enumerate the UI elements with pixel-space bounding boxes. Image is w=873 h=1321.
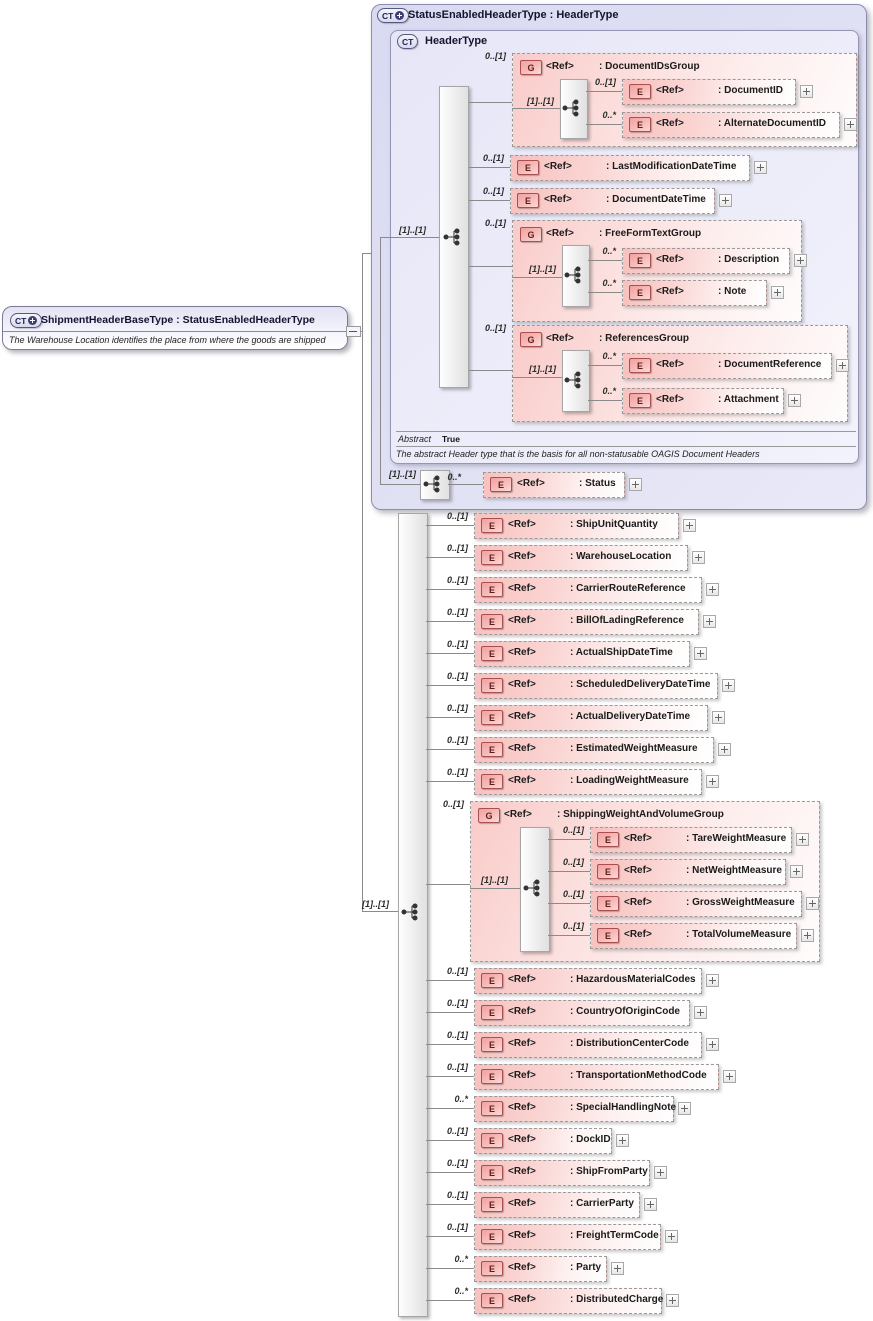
cardinality-label: 0..[1]: [562, 921, 584, 931]
abstract-label: Abstract: [398, 434, 432, 444]
element-CarrierRouteReference[interactable]: [474, 577, 702, 603]
connector-line: [470, 888, 520, 889]
element-WarehouseLocation[interactable]: [474, 545, 688, 571]
element-name: : GrossWeightMeasure: [686, 897, 795, 908]
cardinality-label: 0..[1]: [446, 607, 468, 617]
element-icon: E: [481, 550, 503, 565]
element-icon: E: [629, 285, 651, 300]
expand-icon[interactable]: [703, 615, 716, 628]
element-icon: E: [481, 614, 503, 629]
element-name: : WarehouseLocation: [570, 551, 672, 562]
type-documentation: The abstract Header type that is the basis for all non-statusable OAGIS Document Headers: [396, 449, 760, 459]
cardinality-label: 0..[1]: [446, 511, 468, 521]
connector-line: [588, 400, 622, 401]
expand-icon[interactable]: [754, 161, 767, 174]
expand-icon[interactable]: [683, 519, 696, 532]
expand-icon[interactable]: [654, 1166, 667, 1179]
cardinality-label: 0..*: [454, 1094, 468, 1104]
ref-label: <Ref>: [508, 1198, 536, 1209]
expand-icon[interactable]: [806, 897, 819, 910]
element-name: : LastModificationDateTime: [606, 161, 737, 172]
element-Status[interactable]: [483, 472, 625, 498]
expand-icon[interactable]: [800, 85, 813, 98]
ref-label: <Ref>: [508, 551, 536, 562]
element-name: : NetWeightMeasure: [686, 865, 782, 876]
expand-icon[interactable]: [706, 775, 719, 788]
expand-icon[interactable]: [836, 359, 849, 372]
expand-icon[interactable]: [692, 551, 705, 564]
cardinality-label: 0..*: [447, 472, 461, 482]
connector-line: [380, 237, 439, 238]
element-AlternateDocumentID[interactable]: [622, 112, 840, 138]
cardinality-label: 0..[1]: [562, 825, 584, 835]
group-name: : FreeFormTextGroup: [599, 228, 702, 239]
element-icon: E: [597, 896, 619, 911]
group-icon: G: [520, 332, 542, 347]
element-HazardousMaterialCodes[interactable]: [474, 968, 702, 994]
element-name: : CountryOfOriginCode: [570, 1006, 680, 1017]
element-Attachment[interactable]: [622, 388, 784, 414]
element-ShipFromParty[interactable]: [474, 1160, 650, 1186]
element-icon: E: [597, 864, 619, 879]
cardinality-label: 0..[1]: [446, 543, 468, 553]
connector-line: [426, 1268, 474, 1269]
connector-line: [512, 377, 562, 378]
element-name: : ScheduledDeliveryDateTime: [570, 679, 711, 690]
group-icon: G: [478, 808, 500, 823]
ref-label: <Ref>: [508, 775, 536, 786]
expand-icon[interactable]: [790, 865, 803, 878]
cardinality-label: 0..[1]: [484, 323, 506, 333]
cardinality-label: 0..[1]: [482, 153, 504, 163]
ref-label: <Ref>: [508, 1262, 536, 1273]
element-name: : DocumentDateTime: [606, 194, 706, 205]
ct-label: CT: [402, 36, 414, 47]
element-name: : Description: [718, 254, 780, 265]
element-NetWeightMeasure[interactable]: [590, 859, 786, 885]
element-icon: E: [629, 253, 651, 268]
element-DocumentDateTime[interactable]: [510, 188, 715, 214]
expand-icon[interactable]: [844, 118, 857, 131]
element-name: : ShipFromParty: [570, 1166, 648, 1177]
expand-icon[interactable]: [712, 711, 725, 724]
connector-line: [426, 1172, 474, 1173]
cardinality-label: 0..[1]: [446, 1222, 468, 1232]
connector-line: [426, 749, 474, 750]
ref-label: <Ref>: [508, 711, 536, 722]
expand-icon[interactable]: [718, 743, 731, 756]
group-name: : ShippingWeightAndVolumeGroup: [557, 809, 724, 820]
expand-icon[interactable]: [644, 1198, 657, 1211]
cardinality-label: 0..[1]: [484, 218, 506, 228]
connector-line: [586, 91, 622, 92]
ref-label: <Ref>: [656, 286, 684, 297]
sequence-cardinality: [1]..[1]: [389, 469, 416, 479]
element-icon: E: [481, 973, 503, 988]
connector-line: [426, 589, 474, 590]
ref-label: <Ref>: [508, 974, 536, 985]
root-type-box[interactable]: [2, 306, 348, 350]
ref-label: <Ref>: [508, 743, 536, 754]
element-name: : DistributedCharge: [570, 1294, 664, 1305]
expand-icon[interactable]: [694, 1006, 707, 1019]
connector-line: [548, 839, 590, 840]
element-icon: E: [629, 358, 651, 373]
sequence-icon[interactable]: [401, 903, 423, 921]
cardinality-label: 0..*: [602, 278, 616, 288]
ref-label: <Ref>: [508, 1006, 536, 1017]
element-FreightTermCode[interactable]: [474, 1224, 661, 1250]
element-GrossWeightMeasure[interactable]: [590, 891, 802, 917]
ref-label: <Ref>: [508, 1102, 536, 1113]
element-icon: E: [629, 84, 651, 99]
connector-line: [426, 621, 474, 622]
element-name: : Attachment: [718, 394, 779, 405]
element-icon: E: [481, 1069, 503, 1084]
cardinality-label: 0..[1]: [446, 735, 468, 745]
connector-line: [426, 685, 474, 686]
element-icon: E: [517, 193, 539, 208]
element-icon: E: [481, 646, 503, 661]
ref-label: <Ref>: [508, 1166, 536, 1177]
ref-label: <Ref>: [656, 394, 684, 405]
connector-line: [426, 1044, 474, 1045]
ref-label: <Ref>: [624, 833, 652, 844]
element-icon: E: [490, 477, 512, 492]
expand-icon[interactable]: [666, 1294, 679, 1307]
expand-icon[interactable]: [794, 254, 807, 267]
element-DistributionCenterCode[interactable]: [474, 1032, 702, 1058]
cardinality-label: 0..[1]: [446, 767, 468, 777]
ref-label: <Ref>: [624, 865, 652, 876]
element-name: : ActualShipDateTime: [570, 647, 673, 658]
expand-icon[interactable]: [611, 1262, 624, 1275]
complextype-derived-icon: [377, 8, 409, 23]
connector-line: [426, 557, 474, 558]
element-icon: E: [481, 774, 503, 789]
element-icon: E: [481, 1293, 503, 1308]
element-name: : DocumentID: [718, 85, 783, 96]
connector-line: [426, 1012, 474, 1013]
connector-line: [548, 935, 590, 936]
connector-line: [380, 484, 420, 485]
divider: [396, 446, 856, 447]
element-icon: E: [481, 582, 503, 597]
connector-line: [426, 980, 474, 981]
ref-label: <Ref>: [508, 1294, 536, 1305]
element-icon: E: [481, 710, 503, 725]
plus-badge-icon: [395, 11, 404, 20]
element-name: : ShipUnitQuantity: [570, 519, 658, 530]
complextype-icon: [397, 34, 418, 49]
sequence-cardinality: [1]..[1]: [362, 899, 389, 909]
expand-icon[interactable]: [706, 974, 719, 987]
element-ScheduledDeliveryDateTime[interactable]: [474, 673, 718, 699]
ref-label: <Ref>: [624, 897, 652, 908]
expand-icon[interactable]: [629, 478, 642, 491]
collapse-icon[interactable]: [346, 326, 361, 337]
connector-line: [469, 167, 510, 168]
element-icon: E: [481, 1229, 503, 1244]
ref-label: <Ref>: [508, 519, 536, 530]
expand-icon[interactable]: [801, 929, 814, 942]
connector-line: [426, 1076, 474, 1077]
connector-line: [588, 292, 622, 293]
element-icon: E: [481, 1005, 503, 1020]
cardinality-label: 0..[1]: [446, 703, 468, 713]
connector-line: [588, 365, 622, 366]
element-SpecialHandlingNote[interactable]: [474, 1096, 677, 1122]
element-CountryOfOriginCode[interactable]: [474, 1000, 690, 1026]
connector-line: [448, 484, 483, 485]
element-icon: E: [481, 1165, 503, 1180]
expand-icon[interactable]: [616, 1134, 629, 1147]
expand-icon[interactable]: [694, 647, 707, 660]
expand-icon[interactable]: [722, 679, 735, 692]
connector-line: [362, 253, 371, 254]
element-name: : Status: [579, 478, 616, 489]
element-name: : DockID: [570, 1134, 611, 1145]
cardinality-label: 0..[1]: [446, 966, 468, 976]
cardinality-label: 0..[1]: [446, 1158, 468, 1168]
ref-label: <Ref>: [544, 194, 572, 205]
cardinality-label: 0..[1]: [482, 186, 504, 196]
ref-label: <Ref>: [508, 1038, 536, 1049]
element-icon: E: [597, 832, 619, 847]
connector-line: [380, 237, 381, 485]
element-icon: E: [481, 518, 503, 533]
expand-icon[interactable]: [665, 1230, 678, 1243]
connector-line: [426, 717, 474, 718]
cardinality-label: 0..[1]: [562, 857, 584, 867]
group-icon: G: [520, 227, 542, 242]
element-EstimatedWeightMeasure[interactable]: [474, 737, 714, 763]
element-Description[interactable]: [622, 248, 790, 274]
element-icon: E: [481, 1101, 503, 1116]
connector-line: [548, 903, 590, 904]
plus-badge-icon: [28, 316, 37, 325]
expand-icon[interactable]: [723, 1070, 736, 1083]
cardinality-label: 0..[1]: [446, 671, 468, 681]
ref-label: <Ref>: [624, 929, 652, 940]
element-icon: E: [481, 742, 503, 757]
ref-label: <Ref>: [656, 118, 684, 129]
ref-label: <Ref>: [508, 583, 536, 594]
cardinality-label: 0..*: [602, 110, 616, 120]
connector-line: [426, 1236, 474, 1237]
ref-label: <Ref>: [546, 333, 574, 344]
sequence-icon[interactable]: [443, 228, 465, 246]
element-icon: E: [517, 160, 539, 175]
element-icon: E: [629, 393, 651, 408]
cardinality-label: 0..[1]: [446, 1062, 468, 1072]
expand-icon[interactable]: [706, 1038, 719, 1051]
group-name: : ReferencesGroup: [599, 333, 690, 344]
ref-label: <Ref>: [508, 1134, 536, 1145]
ref-label: <Ref>: [508, 647, 536, 658]
connector-line: [426, 781, 474, 782]
element-name: : SpecialHandlingNote: [570, 1102, 677, 1113]
group-icon: G: [520, 60, 542, 75]
element-name: : FreightTermCode: [570, 1230, 659, 1241]
root-type-title: ShipmentHeaderBaseType : StatusEnabledHeaderType: [41, 314, 315, 326]
sequence-cardinality: [1]..[1]: [481, 875, 508, 885]
element-name: : LoadingWeightMeasure: [570, 775, 689, 786]
divider: [3, 331, 347, 332]
ref-label: <Ref>: [546, 228, 574, 239]
cardinality-label: 0..*: [454, 1254, 468, 1264]
element-icon: E: [481, 1197, 503, 1212]
cardinality-label: 0..*: [602, 246, 616, 256]
element-name: : CarrierParty: [570, 1198, 634, 1209]
connector-line: [426, 1300, 474, 1301]
element-icon: E: [481, 1261, 503, 1276]
connector-line: [512, 277, 562, 278]
connector-line: [548, 871, 590, 872]
divider: [396, 431, 856, 432]
ref-label: <Ref>: [546, 61, 574, 72]
connector-line: [426, 1140, 474, 1141]
seht-title: StatusEnabledHeaderType : HeaderType: [408, 9, 619, 21]
cardinality-label: 0..[1]: [594, 77, 616, 87]
cardinality-label: 0..[1]: [446, 639, 468, 649]
element-DockID[interactable]: [474, 1128, 612, 1154]
ref-label: <Ref>: [508, 679, 536, 690]
ref-label: <Ref>: [508, 1230, 536, 1241]
connector-line: [426, 525, 474, 526]
element-DocumentID[interactable]: [622, 79, 796, 105]
element-Party[interactable]: [474, 1256, 607, 1282]
element-BillOfLadingReference[interactable]: [474, 609, 699, 635]
ref-label: <Ref>: [508, 1070, 536, 1081]
element-icon: E: [481, 1037, 503, 1052]
element-name: : DocumentReference: [718, 359, 822, 370]
element-ActualShipDateTime[interactable]: [474, 641, 690, 667]
element-icon: E: [629, 117, 651, 132]
cardinality-label: 0..[1]: [442, 799, 464, 809]
expand-icon[interactable]: [796, 833, 809, 846]
sequence-cardinality: [1]..[1]: [399, 225, 426, 235]
ct-label: CT: [15, 315, 27, 326]
ref-label: <Ref>: [656, 359, 684, 370]
element-TransportationMethodCode[interactable]: [474, 1064, 719, 1090]
expand-icon[interactable]: [788, 394, 801, 407]
cardinality-label: 0..[1]: [446, 1126, 468, 1136]
group-name: : DocumentIDsGroup: [599, 61, 700, 72]
ref-label: <Ref>: [544, 161, 572, 172]
expand-icon[interactable]: [706, 583, 719, 596]
element-name: : BillOfLadingReference: [570, 615, 684, 626]
header-type-title: HeaderType: [425, 35, 488, 47]
element-name: : HazardousMaterialCodes: [570, 974, 696, 985]
element-DistributedCharge[interactable]: [474, 1288, 662, 1314]
connector-line: [586, 124, 622, 125]
cardinality-label: 0..*: [602, 386, 616, 396]
element-Note[interactable]: [622, 280, 767, 306]
element-name: : ActualDeliveryDateTime: [570, 711, 691, 722]
ref-label: <Ref>: [656, 85, 684, 96]
sequence-cardinality: [1]..[1]: [527, 96, 554, 106]
element-CarrierParty[interactable]: [474, 1192, 640, 1218]
element-icon: E: [597, 928, 619, 943]
element-name: : CarrierRouteReference: [570, 583, 686, 594]
connector-line: [362, 911, 398, 912]
connector-line: [426, 653, 474, 654]
cardinality-label: 0..[1]: [484, 51, 506, 61]
ref-label: <Ref>: [504, 809, 532, 820]
element-name: : TransportationMethodCode: [570, 1070, 707, 1081]
complextype-derived-icon: [10, 313, 42, 328]
expand-icon[interactable]: [678, 1102, 691, 1115]
cardinality-label: 0..[1]: [446, 998, 468, 1008]
cardinality-label: 0..*: [602, 351, 616, 361]
cardinality-label: 0..[1]: [446, 575, 468, 585]
sequence-cardinality: [1]..[1]: [529, 264, 556, 274]
sequence-cardinality: [1]..[1]: [529, 364, 556, 374]
element-LoadingWeightMeasure[interactable]: [474, 769, 702, 795]
element-name: : AlternateDocumentID: [718, 118, 826, 129]
expand-icon[interactable]: [771, 286, 784, 299]
element-name: : Party: [570, 1262, 602, 1273]
cardinality-label: 0..[1]: [446, 1030, 468, 1040]
connector-line: [362, 253, 363, 912]
element-ActualDeliveryDateTime[interactable]: [474, 705, 708, 731]
ref-label: <Ref>: [517, 478, 545, 489]
element-TotalVolumeMeasure[interactable]: [590, 923, 797, 949]
connector-line: [426, 1204, 474, 1205]
connector-line: [588, 260, 622, 261]
connector-line: [469, 200, 510, 201]
cardinality-label: 0..[1]: [446, 1190, 468, 1200]
element-icon: E: [481, 1133, 503, 1148]
abstract-value: True: [442, 434, 460, 444]
ref-label: <Ref>: [656, 254, 684, 265]
ref-label: <Ref>: [508, 615, 536, 626]
element-name: : DistributionCenterCode: [570, 1038, 689, 1049]
connector-line: [426, 1108, 474, 1109]
cardinality-label: 0..*: [454, 1286, 468, 1296]
element-name: : TotalVolumeMeasure: [686, 929, 792, 940]
element-ShipUnitQuantity[interactable]: [474, 513, 679, 539]
ct-label: CT: [382, 10, 394, 21]
connector-line: [512, 108, 560, 109]
element-icon: E: [481, 678, 503, 693]
element-name: : TareWeightMeasure: [686, 833, 787, 844]
element-name: : Note: [718, 286, 747, 297]
element-LastModificationDateTime[interactable]: [510, 155, 750, 181]
element-name: : EstimatedWeightMeasure: [570, 743, 698, 754]
element-TareWeightMeasure[interactable]: [590, 827, 792, 853]
expand-icon[interactable]: [719, 194, 732, 207]
root-annotation: The Warehouse Location identifies the place from where the goods are shipped: [9, 335, 326, 345]
cardinality-label: 0..[1]: [562, 889, 584, 899]
element-DocumentReference[interactable]: [622, 353, 832, 379]
